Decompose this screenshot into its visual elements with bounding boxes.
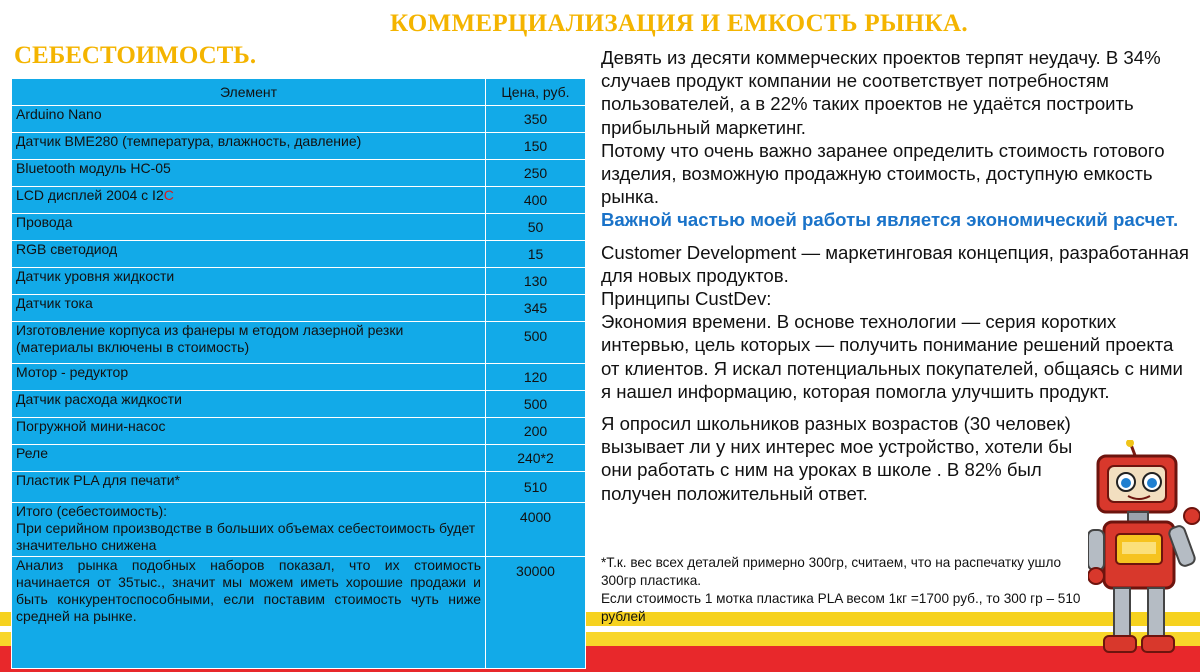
- price-cell: 500: [486, 391, 586, 418]
- table-row: [12, 472, 586, 503]
- price-cell: 130: [486, 268, 586, 295]
- table-row: [12, 241, 586, 268]
- section-title: СЕБЕСТОИМОСТЬ.: [14, 42, 257, 69]
- table-row: [12, 268, 586, 295]
- price-cell: 510: [486, 472, 586, 503]
- footnote-weight: *Т.к. вес всех деталей примерно 300гр, считаем, что на распечатку ушло 300гр пластика.: [601, 555, 1062, 588]
- price-cell: 345: [486, 295, 586, 322]
- footnote: [601, 554, 1091, 626]
- item-cell: Мотор - редуктор: [12, 364, 486, 391]
- table-row: [12, 364, 586, 391]
- table-row: [12, 106, 586, 133]
- price-cell: 15: [486, 241, 586, 268]
- item-cell: Реле: [12, 445, 486, 472]
- table-row: [12, 295, 586, 322]
- table-row: [12, 160, 586, 187]
- spacer: [601, 232, 1193, 241]
- column-header-item: Элемент: [12, 79, 486, 106]
- robot-mascot-icon: [1088, 440, 1200, 672]
- item-cell: [12, 187, 486, 214]
- table-row: [12, 187, 586, 214]
- table-row: [12, 214, 586, 241]
- item-cell: Датчик уровня жидкости: [12, 268, 486, 295]
- table-row: [12, 391, 586, 418]
- table-row-total: [12, 503, 586, 557]
- item-cell-market: Анализ рынка подобных наборов показал, что их стоимость начинается от 35тыс., значит мы можем иметь хорошие продажи и быть конкурентоспособными, если поставим стоимость чуть ниже средней на рынке.: [12, 557, 486, 669]
- price-cell: 50: [486, 214, 586, 241]
- table-row: [12, 133, 586, 160]
- item-cell: Датчик тока: [12, 295, 486, 322]
- spacer: [601, 403, 1193, 412]
- paragraph-highlight: Важной частью моей работы является экономический расчет.: [601, 209, 1179, 231]
- item-text: LCD дисплей 2004 с I2: [16, 187, 164, 203]
- item-cell: Датчик расхода жидкости: [12, 391, 486, 418]
- price-cell: 120: [486, 364, 586, 391]
- paragraph-custdev: Customer Development — маркетинговая концепция, разработанная для новых продуктов.: [601, 241, 1189, 286]
- item-cell: Датчик BME280 (температура, влажность, давление): [12, 133, 486, 160]
- item-cell: RGB светодиод: [12, 241, 486, 268]
- price-cell: 150: [486, 133, 586, 160]
- paragraph-principles-heading: Принципы CustDev:: [601, 288, 772, 310]
- table-row: [12, 322, 586, 364]
- price-cell: 350: [486, 106, 586, 133]
- paragraph-importance: Потому что очень важно заранее определить стоимость готового изделия, возможную продажную стоимость, доступную емкость рынка.: [601, 139, 1165, 208]
- price-cell: 500: [486, 322, 586, 364]
- item-cell-total: Итого (себестоимость): При серийном производстве в больших объемах себестоимость будет значительно снижена: [12, 503, 486, 557]
- price-cell-total: 4000: [486, 503, 586, 557]
- item-cell: Пластик PLA для печати*: [12, 472, 486, 503]
- paragraph-failure-stats: Девять из десяти коммерческих проектов терпят неудачу. В 34% случаев продукт компании не соответствует потребностям пользователей, а в 22% таких проектов не удаётся построить прибыльный маркетинг.: [601, 47, 1161, 138]
- page-title: КОММЕРЦИАЛИЗАЦИЯ И ЕМКОСТЬ РЫНКА.: [390, 10, 968, 37]
- table-row: [12, 418, 586, 445]
- paragraph-survey: Я опросил школьников разных возрастов (30 человек) вызывает ли у них интерес мое устройство, хотели бы они работать с ним на уроках в школе . В 82% был получен положительный ответ.: [601, 413, 1073, 504]
- price-cell: 240*2: [486, 445, 586, 472]
- table-header-row: [12, 79, 586, 106]
- item-cell: Arduino Nano: [12, 106, 486, 133]
- price-cell: 200: [486, 418, 586, 445]
- description-text: [601, 46, 1193, 505]
- table-row: [12, 445, 586, 472]
- column-header-price: Цена, руб.: [486, 79, 586, 106]
- price-cell: 250: [486, 160, 586, 187]
- item-cell: Погружной мини-насос: [12, 418, 486, 445]
- price-cell: 400: [486, 187, 586, 214]
- item-cell: Изготовление корпуса из фанеры м етодом лазерной резки (материалы включены в стоимость): [12, 322, 486, 364]
- item-cell: Провода: [12, 214, 486, 241]
- price-cell-market: 30000: [486, 557, 586, 669]
- paragraph-time-economy: Экономия времени. В основе технологии — серия коротких интервью, цель которых — получить понимание решений проекта от клиентов. Я искал потенциальных покупателей, общаясь с ними я нашел информацию, которая помогла улучшить продукт.: [601, 311, 1183, 402]
- item-cell: Bluetooth модуль HC-05: [12, 160, 486, 187]
- table-row-market: [12, 557, 586, 669]
- cost-table: [11, 78, 586, 669]
- item-text-red: C: [163, 187, 174, 203]
- footnote-price: Если стоимость 1 мотка пластика PLA весом 1кг =1700 руб., то 300 гр – 510 рублей: [601, 591, 1081, 624]
